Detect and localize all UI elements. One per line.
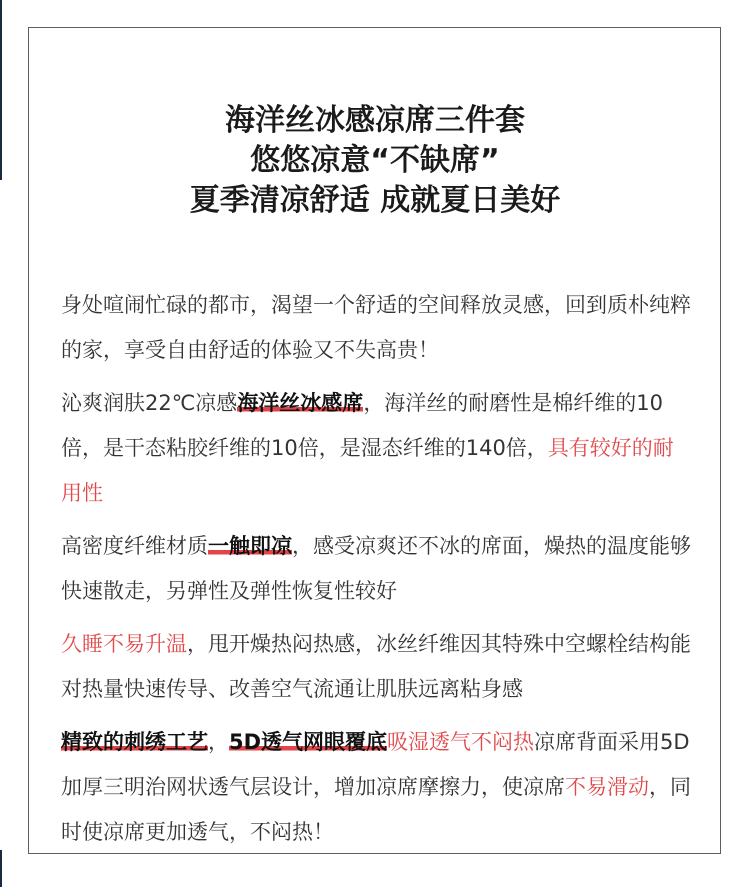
instant-cool-highlight: 一触即凉 (208, 534, 292, 558)
intro-text: 身处喧闹忙碌的都市，渴望一个舒适的空间释放灵感，回到质朴纯粹的家，享受自由舒适的体验又不失高贵！ (61, 293, 691, 362)
description-body (61, 283, 693, 863)
breathable-red-text: 吸湿透气不闷热 (387, 730, 535, 754)
sleep-paragraph (61, 622, 693, 712)
no-heat-red-text: 久睡不易升温 (61, 632, 187, 656)
sleep-text-b: ，甩开燥热闷热感，冰丝纤维因其特殊中空螺栓结构能对热量快速传导、改善空气流通让肌肤远离粘身感 (61, 632, 691, 701)
embroidery-text-b: 凉席背面采用5D加厚三明治网状透气层设计，增加凉席摩擦力，使凉席 (61, 730, 690, 799)
mesh-base-highlight: 5D透气网眼覆底 (229, 730, 388, 754)
ocean-silk-highlight: 海洋丝冰感席 (237, 391, 364, 415)
intro-paragraph (61, 283, 693, 373)
headline-line-3: 夏季清凉舒适 成就夏日美好 (189, 183, 561, 218)
durability-red-text: 具有较好的耐用性 (61, 436, 674, 505)
left-edge-accent-bottom (0, 850, 2, 887)
fiber-text-b: ，感受凉爽还不冰的席面，燥热的温度能够快速散走，另弹性及弹性恢复性较好 (61, 534, 691, 603)
fiber-text-a: 高密度纤维材质 (61, 534, 208, 558)
embroidery-highlight: 精致的刺绣工艺 (61, 730, 208, 754)
cooling-text-a: 沁爽润肤22℃凉感 (61, 391, 238, 415)
fiber-paragraph (61, 524, 693, 614)
embroidery-text-c: ，同时使凉席更加透气，不闷热！ (61, 775, 691, 844)
embroidery-paragraph (61, 720, 693, 855)
headline-line-2: 悠悠凉意“不缺席” (250, 143, 500, 178)
headline (0, 101, 750, 221)
embroidery-separator: ， (208, 730, 229, 754)
cooling-paragraph (61, 381, 693, 516)
headline-line-1: 海洋丝冰感凉席三件套 (225, 103, 525, 138)
anti-slip-red-text: 不易滑动 (565, 775, 649, 799)
cooling-text-b: ，海洋丝的耐磨性是棉纤维的10倍，是干态粘胶纤维的10倍，是湿态纤维的140倍， (61, 391, 664, 460)
